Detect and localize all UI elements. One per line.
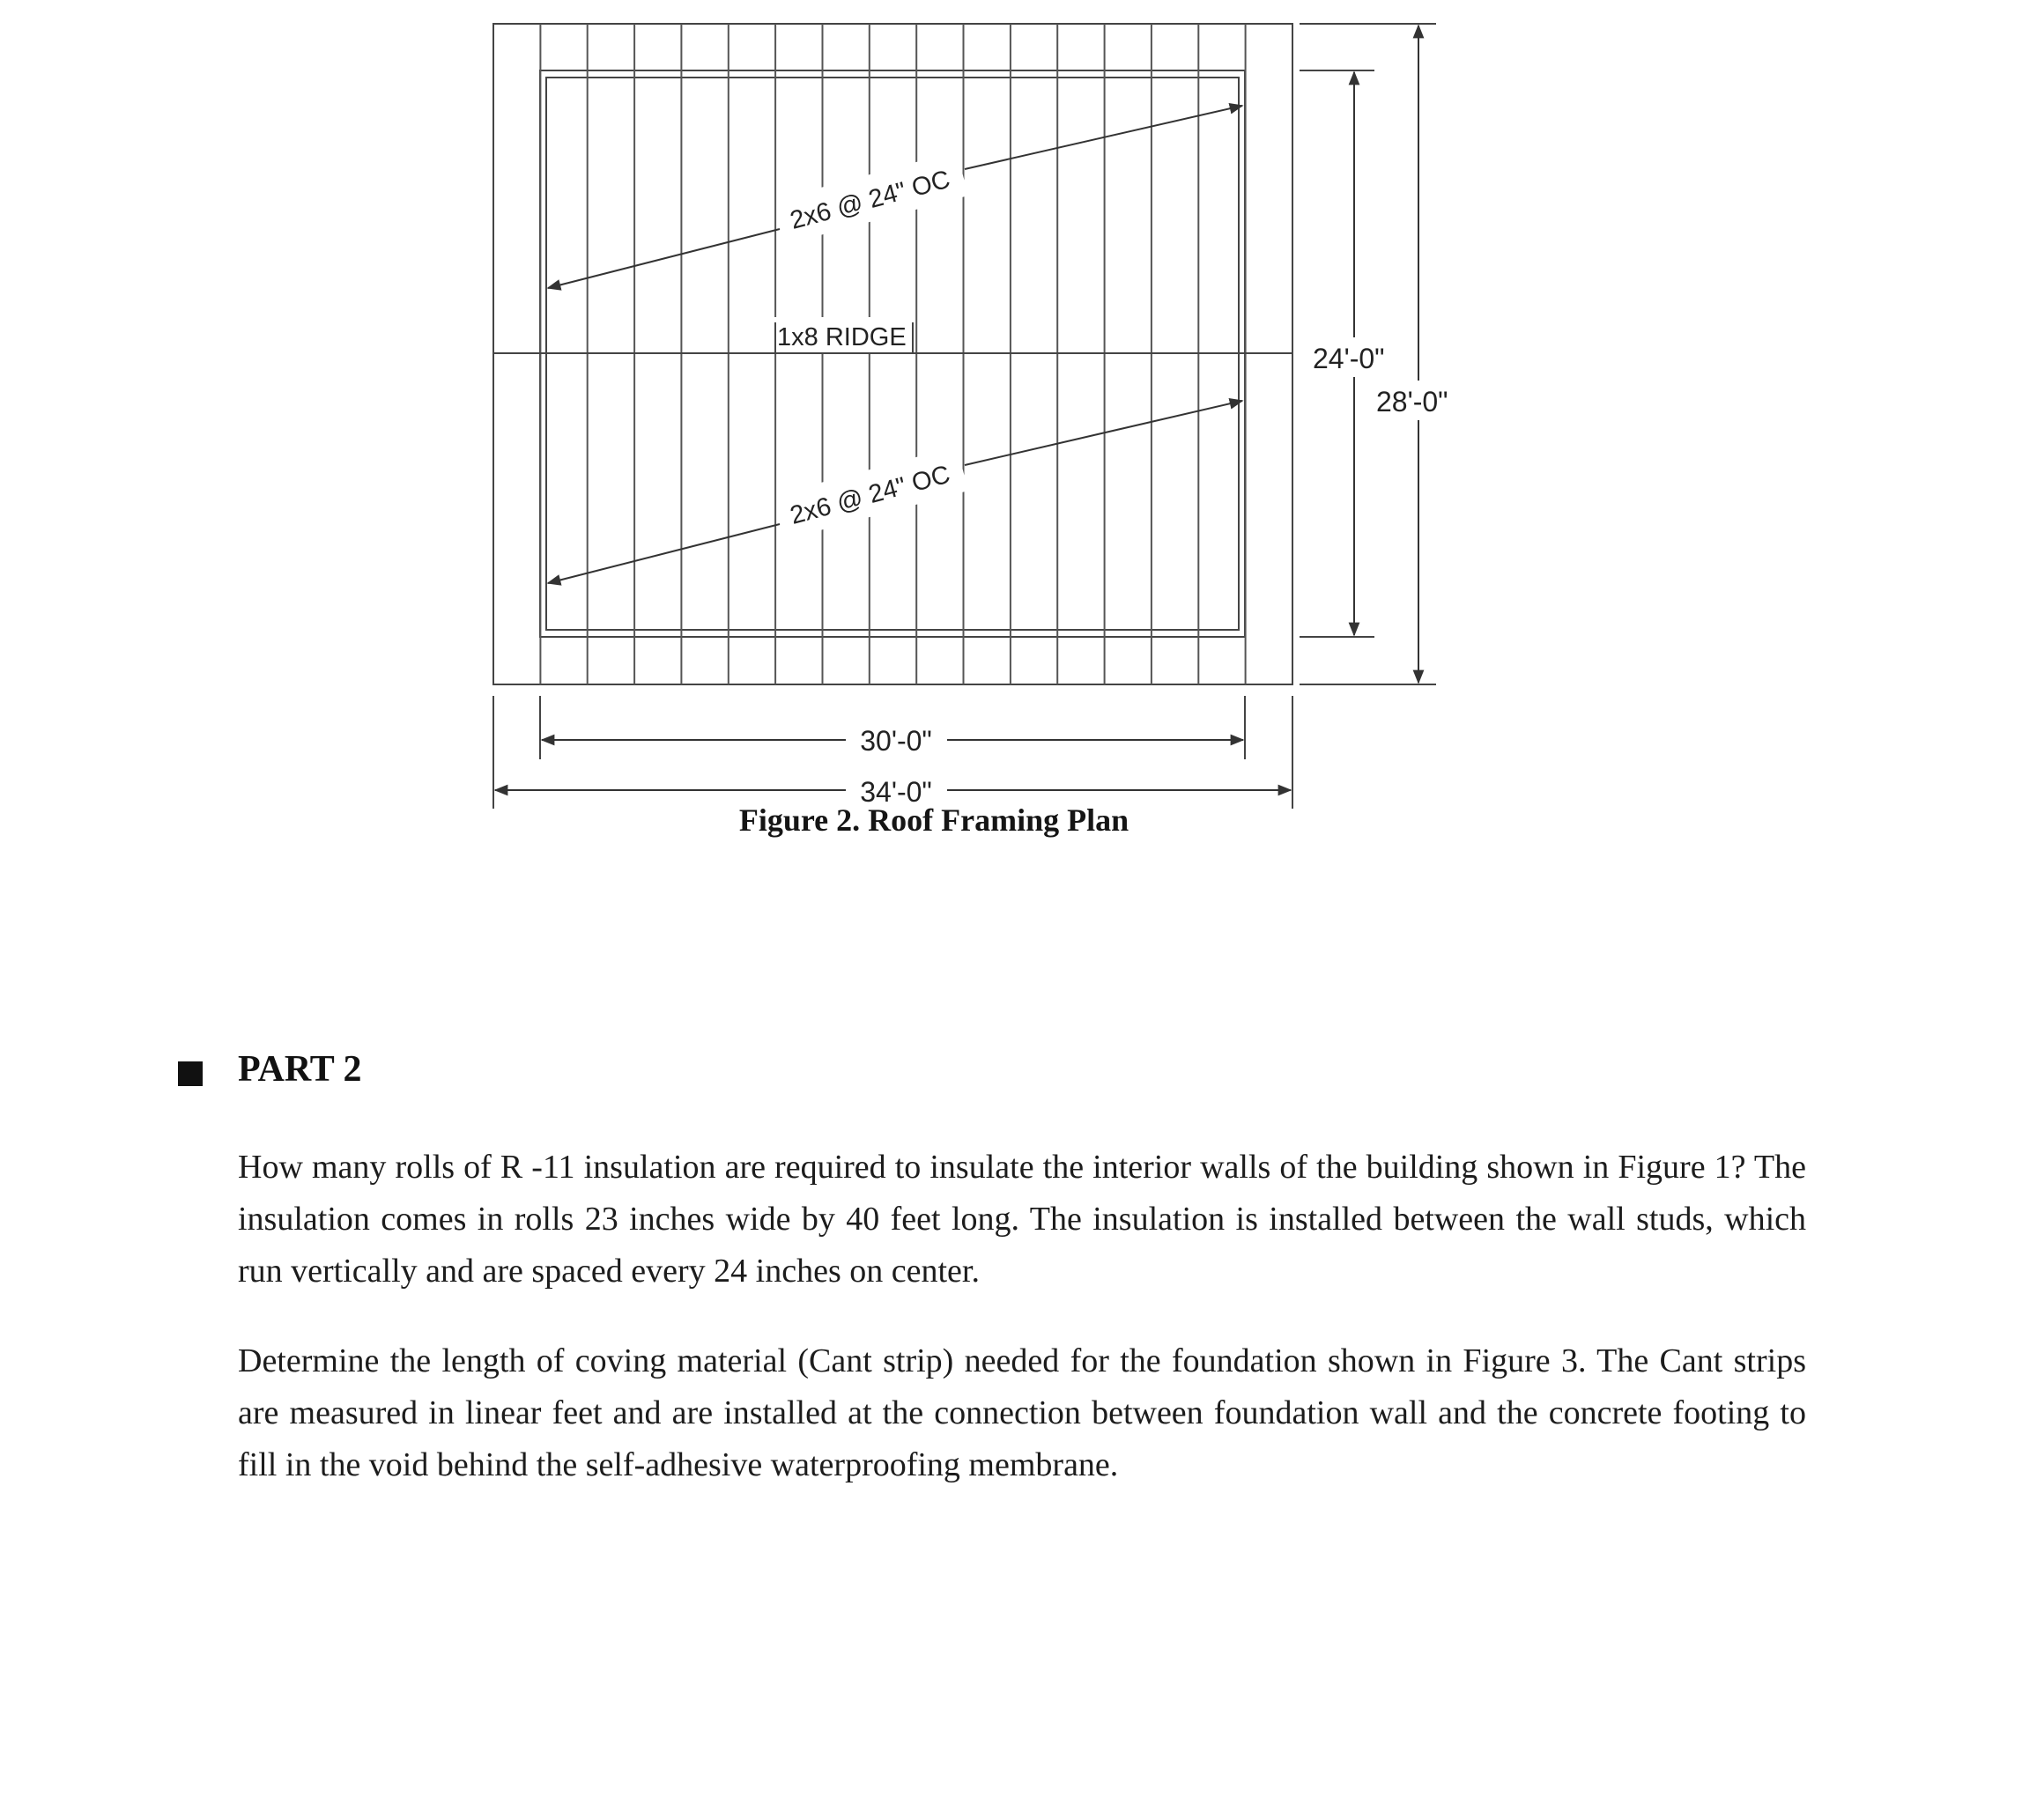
roof-framing-plan-drawing [0, 0, 2044, 863]
part-heading: PART 2 [238, 1049, 362, 1090]
dim-inner-width-label: 30'-0" [860, 725, 932, 757]
rafter-label-upper: 2x6 @ 24" OC [787, 165, 953, 235]
figure-caption: Figure 2. Roof Framing Plan [738, 802, 1129, 838]
question-insulation: How many rolls of R -11 insulation are required to insulate the interior walls of the building shown in Figure 1? The insulation comes in rolls 23 inches wide by 40 feet long. The insulation is installed between the wall studs, which run vertically and are spaced every 24 inches on center. [238, 1149, 1806, 1290]
ridge-label: 1x8 RIDGE [777, 323, 907, 351]
rafter-label-lower: 2x6 @ 24" OC [787, 460, 953, 530]
rafter-leader-upper-left [548, 229, 780, 288]
rafter-leader-lower-left [548, 524, 780, 583]
rafter-leader-lower-right [965, 401, 1242, 465]
dim-outer-width-label: 34'-0" [860, 776, 932, 808]
square-bullet-icon [178, 1061, 203, 1086]
dim-outer-height-label: 28'-0" [1376, 386, 1448, 418]
rafter-leader-upper-right [965, 106, 1242, 169]
dim-inner-height-label: 24'-0" [1313, 343, 1385, 374]
question-cant-strip: Determine the length of coving material (Cant strip) needed for the foundation shown in Figure 3. The Cant strips are measured in linear feet and are installed at the connection between foundation wall and the concrete footing to fill in the void behind the self-adhesive waterproofing membrane. [238, 1342, 1806, 1483]
